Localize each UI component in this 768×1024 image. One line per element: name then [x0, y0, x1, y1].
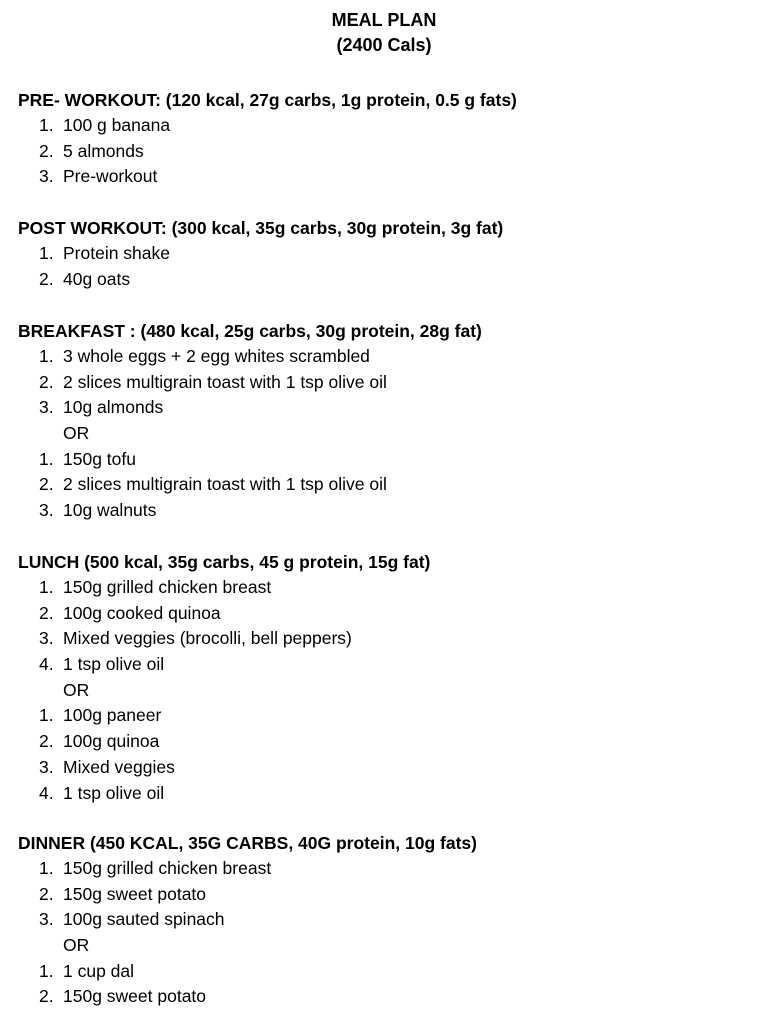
list-item-number: 4. — [39, 654, 54, 675]
list-item-text: 100g paneer — [63, 705, 162, 726]
list-item-text: 2 slices multigrain toast with 1 tsp olive oil — [63, 371, 387, 392]
list-item — [18, 652, 758, 678]
list-item — [18, 703, 758, 729]
section-heading: DINNER (450 KCAL, 35G CARBS, 40G protein, 10g fats) — [18, 833, 477, 853]
list-item-number: 3. — [39, 756, 54, 777]
or-separator — [18, 421, 758, 447]
list-item — [18, 729, 758, 755]
list-item — [18, 164, 758, 190]
list-item-number: 3. — [39, 909, 54, 930]
list-item — [18, 601, 758, 627]
list-item — [18, 344, 758, 370]
list-item — [18, 984, 758, 1010]
list-item-text: 1 cup dal — [63, 960, 135, 981]
list-item-text: 150g tofu — [63, 448, 136, 469]
section-heading: POST WORKOUT: (300 kcal, 35g carbs, 30g protein, 3g fat) — [18, 218, 504, 238]
list-item — [18, 139, 758, 165]
section-heading: BREAKFAST : (480 kcal, 25g carbs, 30g protein, 28g fat) — [18, 321, 482, 341]
section-heading: LUNCH (500 kcal, 35g carbs, 45 g protein, 15g fat) — [18, 552, 431, 572]
list-item-text: 1 tsp olive oil — [63, 782, 165, 803]
title-line-2: (2400 Cals) — [336, 35, 432, 55]
list-item — [18, 113, 758, 139]
list-item-text: 10g almonds — [63, 397, 164, 418]
list-item-number: 1. — [39, 448, 54, 469]
list-item-text: 10g walnuts — [63, 500, 157, 521]
list-item — [18, 907, 758, 933]
section-dinner — [18, 830, 758, 1010]
list-item — [18, 395, 758, 421]
list-item-text: 100g quinoa — [63, 731, 160, 752]
list-item-number: 1. — [39, 705, 54, 726]
or-separator — [18, 678, 758, 704]
list-item-text: 1 tsp olive oil — [63, 654, 165, 675]
list-item-number: 1. — [39, 960, 54, 981]
list-item-number: 2. — [39, 731, 54, 752]
list-item-text: 150g grilled chicken breast — [63, 858, 272, 878]
section-heading: PRE- WORKOUT: (120 kcal, 27g carbs, 1g protein, 0.5 g fats) — [18, 90, 517, 110]
list-item-text: Protein shake — [63, 243, 171, 263]
list-item-number: 2. — [39, 474, 54, 495]
list-item-text: 150g sweet potato — [63, 883, 207, 904]
list-item-number: 1. — [39, 115, 54, 135]
or-label: OR — [63, 679, 90, 700]
list-item-text: 5 almonds — [63, 140, 144, 161]
list-item-text: Mixed veggies (brocolli, bell peppers) — [63, 628, 352, 649]
list-item-text: Mixed veggies — [63, 756, 175, 777]
document-title — [0, 8, 768, 58]
list-item-number: 2. — [39, 268, 54, 289]
list-item-text: 100g sauted spinach — [63, 909, 225, 930]
list-item-text: 3 whole eggs + 2 egg whites scrambled — [63, 346, 370, 366]
list-item — [18, 781, 758, 807]
list-item — [18, 755, 758, 781]
list-item — [18, 472, 758, 498]
list-item-number: 2. — [39, 371, 54, 392]
section-post-workout — [18, 215, 758, 292]
list-item-text: Pre-workout — [63, 166, 158, 187]
section-lunch — [18, 549, 758, 806]
or-label: OR — [63, 423, 90, 444]
list-item — [18, 856, 758, 882]
list-item-text: 150g grilled chicken breast — [63, 577, 272, 597]
section-breakfast — [18, 318, 758, 524]
list-item — [18, 882, 758, 908]
list-item-text: 100 g banana — [63, 115, 171, 135]
list-item-number: 3. — [39, 166, 54, 187]
or-label: OR — [63, 935, 90, 956]
list-item-number: 3. — [39, 500, 54, 521]
list-item — [18, 626, 758, 652]
list-item — [18, 241, 758, 267]
section-pre-workout — [18, 87, 758, 190]
list-item-number: 1. — [39, 577, 54, 597]
list-item-number: 4. — [39, 782, 54, 803]
list-item-number: 2. — [39, 602, 54, 623]
list-item — [18, 267, 758, 293]
list-item-number: 1. — [39, 346, 54, 366]
list-item-number: 2. — [39, 883, 54, 904]
list-item-number: 3. — [39, 628, 54, 649]
list-item-number: 2. — [39, 140, 54, 161]
list-item-text: 2 slices multigrain toast with 1 tsp olive oil — [63, 474, 387, 495]
list-item-text: 150g sweet potato — [63, 986, 207, 1007]
list-item-number: 1. — [39, 243, 54, 263]
list-item — [18, 447, 758, 473]
list-item-text: 100g cooked quinoa — [63, 602, 221, 623]
list-item-text: 40g oats — [63, 268, 131, 289]
list-item — [18, 575, 758, 601]
or-separator — [18, 933, 758, 959]
list-item-number: 2. — [39, 986, 54, 1007]
list-item — [18, 370, 758, 396]
list-item-number: 3. — [39, 397, 54, 418]
list-item — [18, 959, 758, 985]
title-line-1: MEAL PLAN — [331, 10, 437, 30]
list-item — [18, 498, 758, 524]
list-item-number: 1. — [39, 858, 54, 878]
